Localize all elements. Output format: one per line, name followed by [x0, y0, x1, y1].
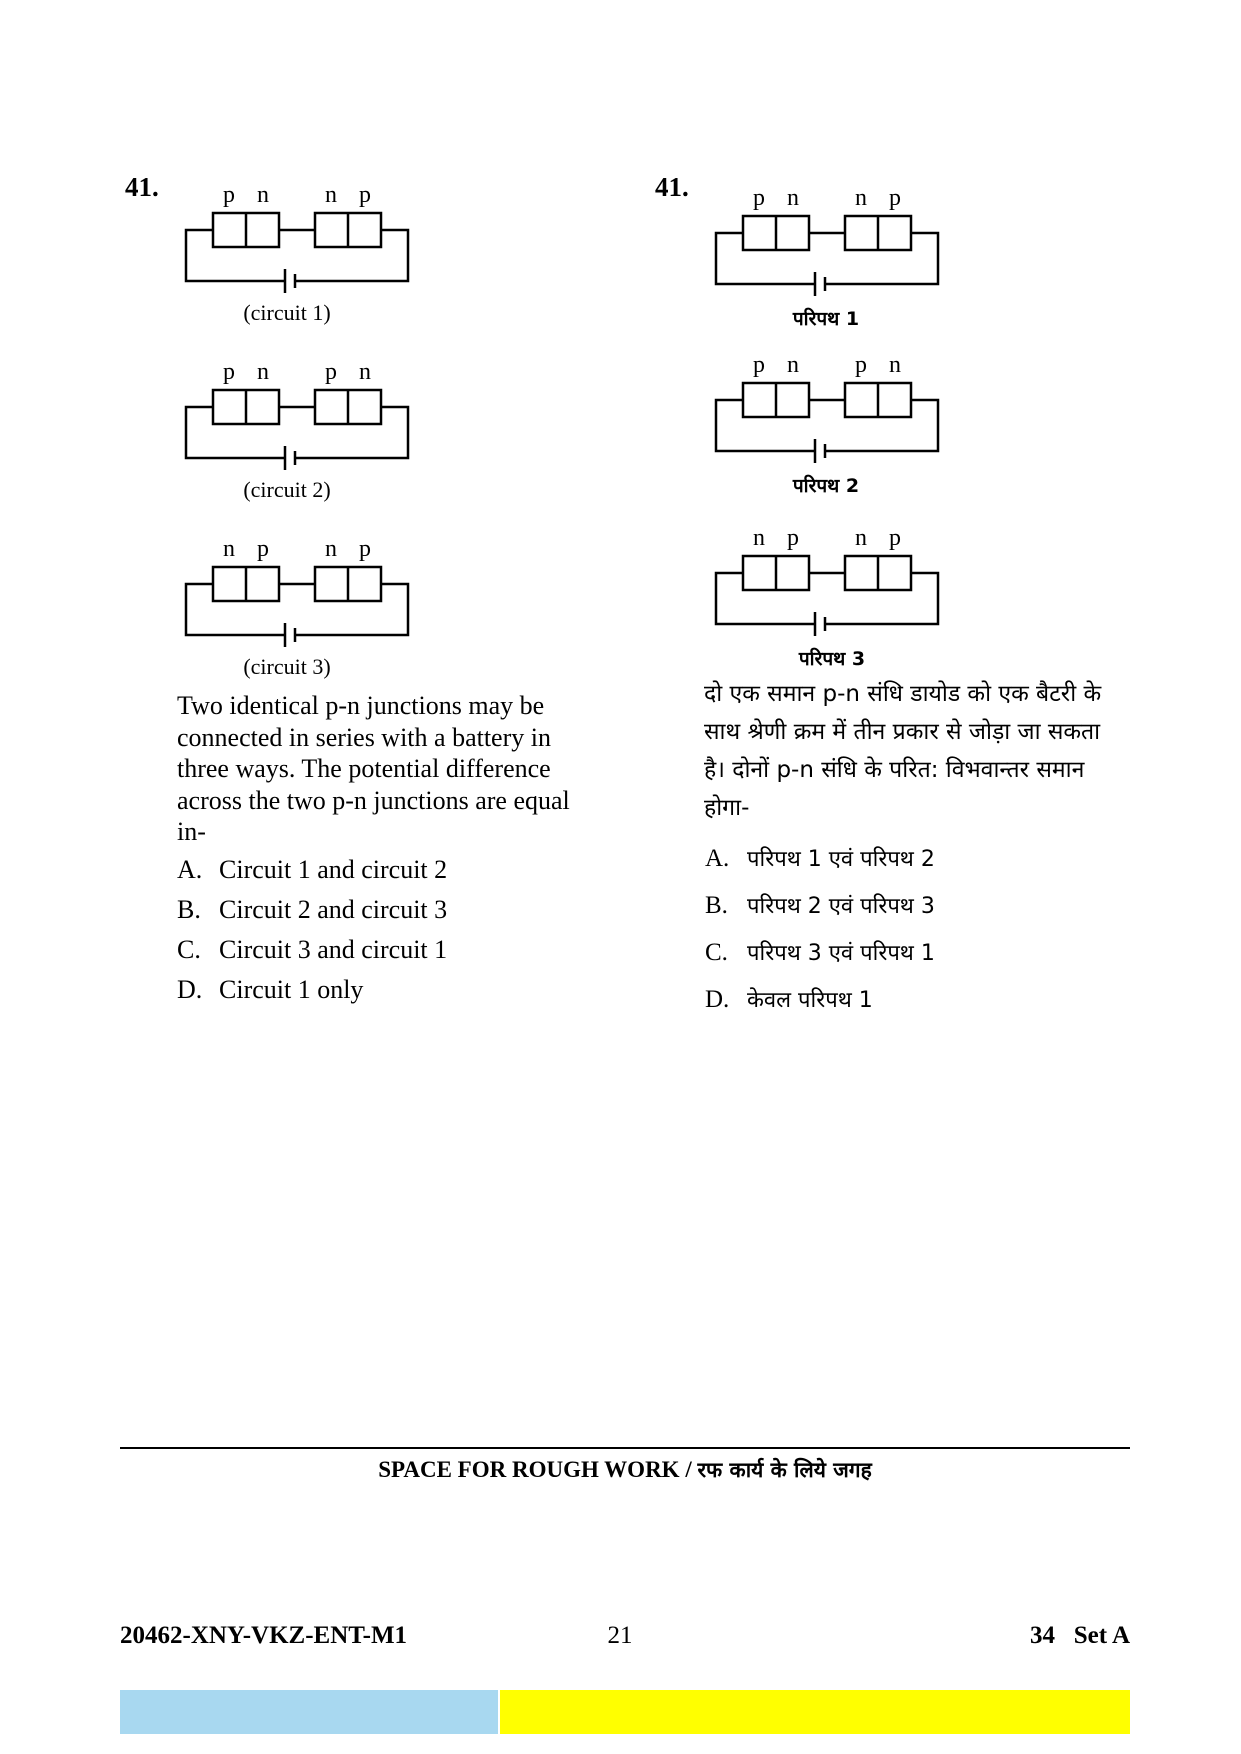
circuit-diagram — [713, 353, 943, 463]
wire-right — [295, 407, 408, 458]
option-letter: D. — [705, 986, 730, 1013]
stem-line: in- — [177, 817, 206, 846]
question-stem-hi — [704, 675, 1101, 827]
junction-label: n — [359, 359, 371, 385]
wire-left — [186, 407, 285, 458]
option-text: केवल परिपथ 1 — [747, 988, 873, 1013]
junction-label: p — [325, 359, 337, 385]
wire-left — [186, 230, 285, 281]
option-c-en[interactable] — [177, 935, 447, 965]
junction-label: n — [257, 182, 269, 208]
stem-line: होगा- — [704, 795, 750, 821]
circuit-diagram — [713, 186, 943, 296]
junction-label: p — [787, 525, 799, 551]
stem-line: साथ श्रेणी क्रम में तीन प्रकार से जोड़ा जा सकता — [704, 719, 1101, 745]
option-a-hi[interactable] — [705, 843, 935, 873]
stem-line: three ways. The potential difference — [177, 754, 551, 783]
junction-label: p — [855, 352, 867, 378]
circuit-3-hi — [713, 526, 943, 636]
option-letter: C. — [705, 939, 728, 966]
stem-line: connected in series with a battery in — [177, 722, 551, 752]
stem-line: दो एक समान p-n संधि डायोड को एक बैटरी के — [704, 681, 1102, 707]
option-letter: B. — [177, 895, 201, 924]
junction-label: p — [889, 525, 901, 551]
option-text: Circuit 3 and circuit 1 — [219, 935, 448, 964]
option-text: Circuit 1 only — [219, 975, 364, 1004]
circuit-1-hi — [713, 186, 943, 296]
rough-work-hindi: रफ कार्य के लिये जगह — [697, 1458, 872, 1482]
option-letter: C. — [177, 935, 201, 964]
circuit-3-caption-en: (circuit 3) — [243, 654, 331, 679]
wire-right — [295, 584, 408, 635]
option-a-en[interactable] — [177, 855, 447, 885]
stem-line: Two identical p-n junctions may be — [177, 691, 545, 720]
junction-label: p — [223, 359, 235, 385]
junction-label: n — [889, 352, 901, 378]
junction-label: p — [359, 536, 371, 562]
wire-left — [716, 400, 815, 451]
wire-left — [716, 573, 815, 624]
option-letter: B. — [705, 892, 728, 919]
option-d-en[interactable] — [177, 975, 363, 1005]
option-b-en[interactable] — [177, 895, 447, 925]
circuit-2-en — [183, 360, 413, 470]
rough-work-divider — [120, 1447, 1130, 1449]
wire-right — [825, 400, 938, 451]
junction-label: n — [223, 536, 235, 562]
circuit-diagram — [183, 183, 413, 293]
wire-left — [186, 584, 285, 635]
junction-label: n — [753, 525, 765, 551]
circuit-2-caption-hi: परिपथ 2 — [792, 475, 860, 497]
junction-label: n — [325, 182, 337, 208]
circuit-diagram — [713, 526, 943, 636]
footer-color-bar-yellow — [500, 1690, 1130, 1734]
junction-label: p — [359, 182, 371, 208]
paper-code: 20462-XNY-VKZ-ENT-M1 — [120, 1622, 408, 1649]
wire-left — [716, 233, 815, 284]
circuit-diagram — [183, 360, 413, 470]
wire-right — [295, 230, 408, 281]
junction-label: n — [787, 352, 799, 378]
circuit-2-caption-en: (circuit 2) — [243, 477, 331, 502]
rough-work-english: SPACE FOR ROUGH WORK / — [378, 1457, 692, 1482]
question-number-en: 41. — [125, 172, 159, 202]
junction-label: p — [889, 185, 901, 211]
option-text: Circuit 1 and circuit 2 — [219, 855, 448, 884]
junction-label: n — [325, 536, 337, 562]
option-text: परिपथ 1 एवं परिपथ 2 — [747, 847, 935, 872]
question-stem-en — [177, 690, 570, 848]
option-text: परिपथ 3 एवं परिपथ 1 — [747, 941, 935, 966]
option-letter: A. — [177, 855, 203, 884]
circuit-1-en — [183, 183, 413, 293]
circuit-3-en — [183, 537, 413, 647]
circuit-diagram — [183, 537, 413, 647]
rough-work-label — [120, 1456, 1130, 1484]
option-text: परिपथ 2 एवं परिपथ 3 — [747, 894, 935, 919]
set-label: 34 Set A — [1030, 1622, 1130, 1649]
junction-label: n — [855, 185, 867, 211]
junction-label: p — [257, 536, 269, 562]
option-letter: D. — [177, 975, 203, 1004]
junction-label: p — [223, 182, 235, 208]
circuit-1-caption-en: (circuit 1) — [243, 300, 331, 325]
circuit-2-hi — [713, 353, 943, 463]
junction-label: p — [753, 185, 765, 211]
wire-right — [825, 573, 938, 624]
option-d-hi[interactable] — [705, 984, 873, 1014]
option-text: Circuit 2 and circuit 3 — [219, 895, 448, 924]
option-c-hi[interactable] — [705, 937, 935, 967]
junction-label: p — [753, 352, 765, 378]
stem-line: across the two p-n junctions are equal — [177, 785, 570, 815]
option-letter: A. — [705, 845, 730, 872]
footer-color-bar-blue — [120, 1690, 498, 1734]
junction-label: n — [855, 525, 867, 551]
question-number-hi: 41. — [655, 172, 689, 202]
circuit-1-caption-hi: परिपथ 1 — [792, 308, 860, 330]
page-number: 21 — [607, 1622, 633, 1649]
junction-label: n — [787, 185, 799, 211]
stem-line: है। दोनों p-n संधि के परित: विभवान्तर समान — [704, 757, 1085, 783]
circuit-3-caption-hi: परिपथ 3 — [798, 648, 866, 670]
wire-right — [825, 233, 938, 284]
option-b-hi[interactable] — [705, 890, 935, 920]
junction-label: n — [257, 359, 269, 385]
